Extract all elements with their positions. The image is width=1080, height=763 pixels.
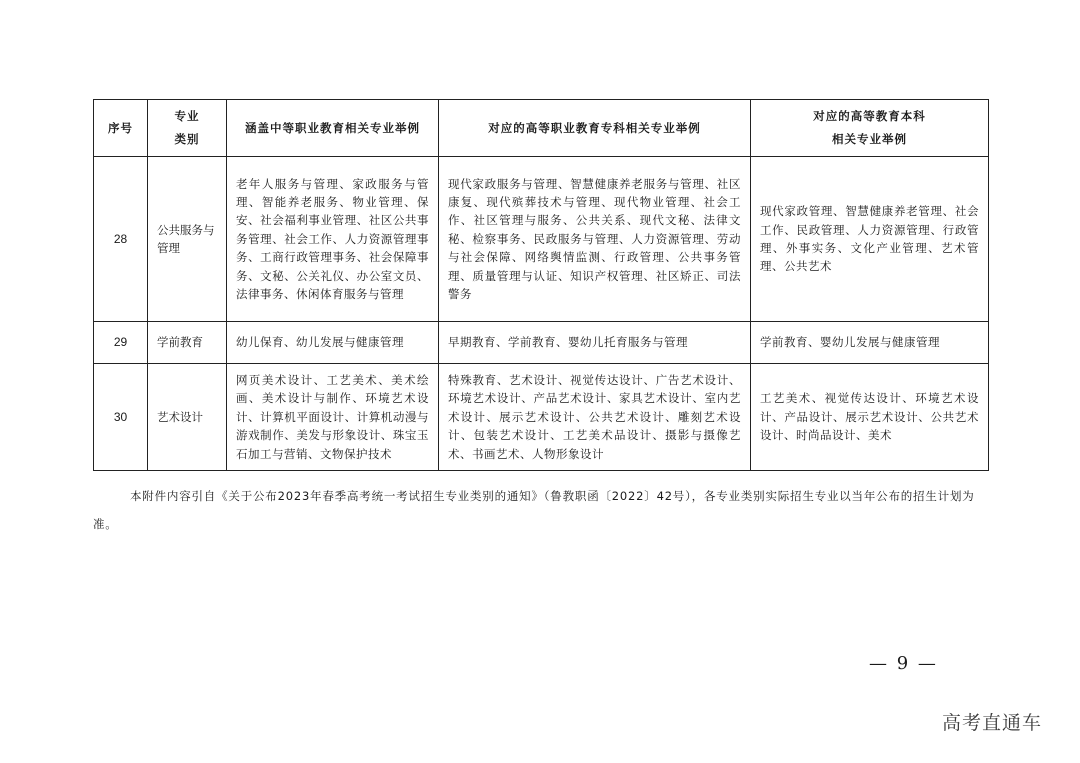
header-undergrad — [751, 100, 989, 157]
cell-secondary: 幼儿保育、幼儿发展与健康管理 — [227, 322, 439, 364]
header-category-line1: 专业 — [174, 109, 200, 123]
header-category-line2: 类别 — [174, 132, 200, 146]
cell-category: 公共服务与管理 — [148, 157, 227, 322]
header-category — [148, 100, 227, 157]
table-row — [94, 322, 989, 364]
header-undergrad-line2: 相关专业举例 — [832, 132, 907, 146]
footnote: 本附件内容引自《关于公布2023年春季高考统一考试招生专业类别的通知》（鲁教职函〔2022〕42号），各专业类别实际招生专业以当年公布的招生计划为准。 — [93, 489, 975, 531]
table-row — [94, 157, 989, 322]
cell-undergrad: 工艺美术、视觉传达设计、环境艺术设计、产品设计、展示艺术设计、公共艺术设计、时尚品设计、美术 — [751, 364, 989, 471]
header-secondary: 涵盖中等职业教育相关专业举例 — [227, 100, 439, 157]
cell-higher-vocational: 特殊教育、艺术设计、视觉传达设计、广告艺术设计、环境艺术设计、产品艺术设计、家具艺术设计、室内艺术设计、展示艺术设计、公共艺术设计、雕刻艺术设计、包装艺术设计、工艺美术品设计、摄影与摄像艺术、书画艺术、人物形象设计 — [439, 364, 751, 471]
major-table — [93, 99, 989, 471]
cell-seq: 28 — [94, 157, 148, 322]
cell-higher-vocational: 现代家政服务与管理、智慧健康养老服务与管理、社区康复、现代殡葬技术与管理、现代物业管理、社会工作、社区管理与服务、公共关系、现代文秘、法律文秘、检察事务、民政服务与管理、人力资源管理、劳动与社会保障、网络舆情监测、行政管理、公共事务管理、质量管理与认证、知识产权管理、社区矫正、司法警务 — [439, 157, 751, 322]
header-higher-vocational: 对应的高等职业教育专科相关专业举例 — [439, 100, 751, 157]
cell-undergrad: 学前教育、婴幼儿发展与健康管理 — [751, 322, 989, 364]
cell-higher-vocational: 早期教育、学前教育、婴幼儿托育服务与管理 — [439, 322, 751, 364]
table-header-row — [94, 100, 989, 157]
cell-seq: 30 — [94, 364, 148, 471]
table-row — [94, 364, 989, 471]
cell-undergrad: 现代家政管理、智慧健康养老管理、社会工作、民政管理、人力资源管理、行政管理、外事实务、文化产业管理、艺术管理、公共艺术 — [751, 157, 989, 322]
watermark: 高考直通车 — [942, 712, 1043, 734]
cell-secondary: 老年人服务与管理、家政服务与管理、智能养老服务、物业管理、保安、社会福利事业管理、社区公共事务管理、社会工作、人力资源管理事务、工商行政管理事务、社会保障事务、文秘、公关礼仪、办公室文员、法律事务、休闲体育服务与管理 — [227, 157, 439, 322]
cell-secondary: 网页美术设计、工艺美术、美术绘画、美术设计与制作、环境艺术设计、计算机平面设计、计算机动漫与游戏制作、美发与形象设计、珠宝玉石加工与营销、文物保护技术 — [227, 364, 439, 471]
cell-category: 艺术设计 — [148, 364, 227, 471]
page-number: — 9 — — [869, 653, 938, 674]
header-undergrad-line1: 对应的高等教育本科 — [813, 109, 926, 123]
cell-category: 学前教育 — [148, 322, 227, 364]
major-table-container — [93, 99, 988, 471]
header-seq: 序号 — [94, 100, 148, 157]
cell-seq: 29 — [94, 322, 148, 364]
